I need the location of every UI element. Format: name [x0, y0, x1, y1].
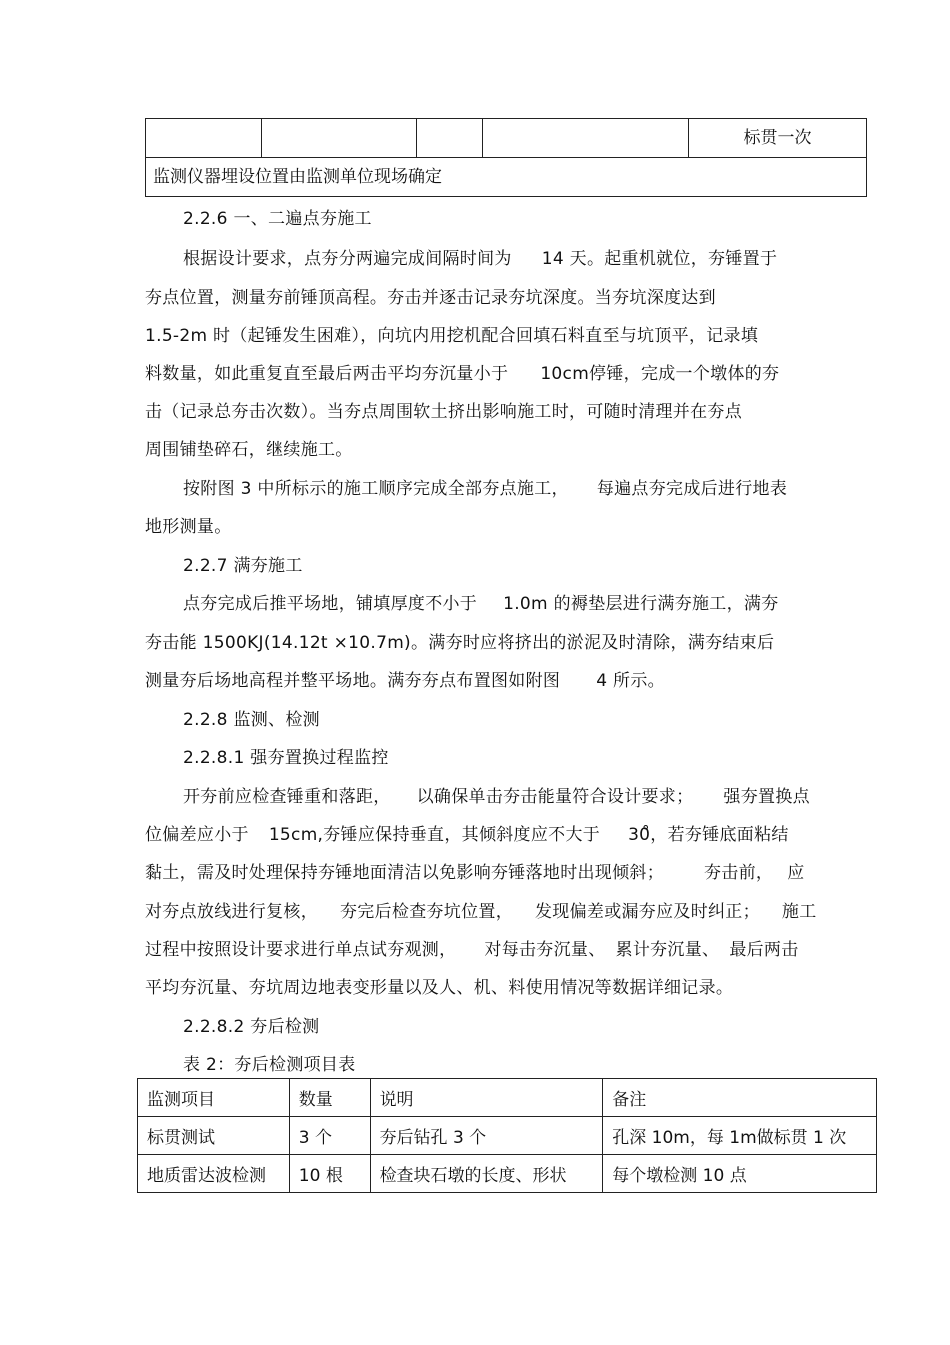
- paragraph-line: [145, 902, 817, 922]
- paragraph-line: 周围铺垫碎石，继续施工。: [145, 440, 353, 460]
- section-heading: 2.2.6 一、二遍点夯施工: [183, 209, 372, 229]
- table-caption: 表 2：夯后检测项目表: [183, 1055, 356, 1075]
- paragraph-line: 地形测量。: [145, 517, 232, 537]
- text-span: 对夯点放线进行复核，: [145, 902, 318, 922]
- paragraph-line: [145, 825, 789, 845]
- text-span: 强夯置换点: [723, 787, 810, 807]
- paragraph-line: [145, 671, 665, 691]
- text-span: 30̊，若夯锤底面粘结: [628, 825, 789, 845]
- text-span: 根据设计要求，点夯分两遍完成间隔时间为: [183, 249, 512, 269]
- table-header-cell: 说明: [370, 1079, 603, 1117]
- top-table-row: [146, 119, 866, 158]
- table-cell-remark: 标贯一次: [743, 128, 812, 148]
- text-span: 黏土，需及时处理保持夯锤地面清洁以免影响夯锤落地时出现倾斜；: [145, 863, 664, 883]
- table-cell: 10 根: [289, 1155, 370, 1193]
- table-cell: 3 个: [289, 1117, 370, 1155]
- text-span: 10cm停锤，完成一个墩体的夯: [540, 364, 780, 384]
- paragraph-line: [145, 863, 805, 883]
- paragraph-line: 夯击能 1500KJ(14.12t ×10.7m)。满夯时应将挤出的淤泥及时清除，满夯结束后: [145, 633, 775, 653]
- section-heading: 2.2.7 满夯施工: [183, 556, 303, 576]
- table-cell: [417, 119, 483, 157]
- table-cell: 地质雷达波检测: [138, 1155, 290, 1193]
- table-cell: 夯后钻孔 3 个: [370, 1117, 603, 1155]
- text-span: 14 天。起重机就位，夯锤置于: [541, 249, 778, 269]
- text-span: 以确保单击夯击能量符合设计要求；: [416, 787, 694, 807]
- top-table-note: 监测仪器埋设位置由监测单位现场确定: [153, 167, 442, 187]
- text-span: 点夯完成后推平场地，铺填厚度不小于: [183, 594, 478, 614]
- text-span: 测量夯后场地高程并整平场地。满夯夯点布置图如附图: [145, 671, 561, 691]
- table-cell: [146, 119, 262, 157]
- table-row: [138, 1155, 877, 1193]
- text-span: 位偏差应小于: [145, 825, 249, 845]
- paragraph-line: 平均夯沉量、夯坑周边地表变形量以及人、机、料使用情况等数据详细记录。: [145, 978, 734, 998]
- paragraph-line: [183, 787, 810, 807]
- text-span: 4 所示。: [596, 671, 665, 691]
- text-span: 按附图 3 中所标示的施工顺序完成全部夯点施工，: [183, 479, 569, 499]
- table-cell: 检查块石墩的长度、形状: [370, 1155, 603, 1193]
- section-heading: 2.2.8 监测、检测: [183, 710, 320, 730]
- text-span: 夯击前，: [704, 863, 774, 883]
- paragraph-line: 击（记录总夯击次数）。当夯点周围软土挤出影响施工时，可随时清理并在夯点: [145, 402, 742, 422]
- paragraph-line: [183, 594, 779, 614]
- paragraph-line: [145, 364, 779, 384]
- table-cell: [483, 119, 689, 157]
- text-span: 累计夯沉量、: [615, 940, 720, 960]
- table-header-row: [138, 1079, 877, 1117]
- paragraph-line: 1.5-2m 时（起锤发生困难），向坑内用挖机配合回填石料直至与坑顶平，记录填: [145, 326, 759, 346]
- text-span: 应: [787, 863, 805, 883]
- text-span: 对每击夯沉量、: [484, 940, 606, 960]
- text-span: 最后两击: [729, 940, 799, 960]
- table-cell: 每个墩检测 10 点: [603, 1155, 877, 1193]
- subsection-heading: 2.2.8.1 强夯置换过程监控: [183, 748, 389, 768]
- table-header-cell: 数量: [289, 1079, 370, 1117]
- table-header-cell: 监测项目: [138, 1079, 290, 1117]
- table-header-cell: 备注: [603, 1079, 877, 1117]
- paragraph-line: [183, 249, 777, 269]
- text-span: 过程中按照设计要求进行单点试夯观测，: [145, 940, 457, 960]
- top-table: [145, 118, 867, 197]
- table-row: [138, 1117, 877, 1155]
- paragraph-line: [183, 479, 787, 499]
- text-span: 施工: [781, 902, 817, 922]
- table-cell: [262, 119, 417, 157]
- table-cell: 孔深 10m，每 1m做标贯 1 次: [603, 1117, 877, 1155]
- table-cell: 标贯测试: [138, 1117, 290, 1155]
- text-span: 15cm,夯锤应保持垂直，其倾斜度应不大于: [268, 825, 601, 845]
- text-span: 夯完后检查夯坑位置，: [340, 902, 513, 922]
- subsection-heading: 2.2.8.2 夯后检测: [183, 1017, 320, 1037]
- inspection-table: [137, 1078, 877, 1193]
- text-span: 每遍点夯完成后进行地表: [596, 479, 788, 499]
- paragraph-line: 夯点位置，测量夯前锤顶高程。夯击并逐击记录夯坑深度。当夯坑深度达到: [145, 288, 716, 308]
- text-span: 发现偏差或漏夯应及时纠正；: [535, 902, 760, 922]
- text-span: 开夯前应检查锤重和落距，: [183, 787, 391, 807]
- text-span: 1.0m 的褥垫层进行满夯施工，满夯: [503, 594, 779, 614]
- paragraph-line: [145, 940, 799, 960]
- text-span: 料数量，如此重复直至最后两击平均夯沉量小于: [145, 364, 509, 384]
